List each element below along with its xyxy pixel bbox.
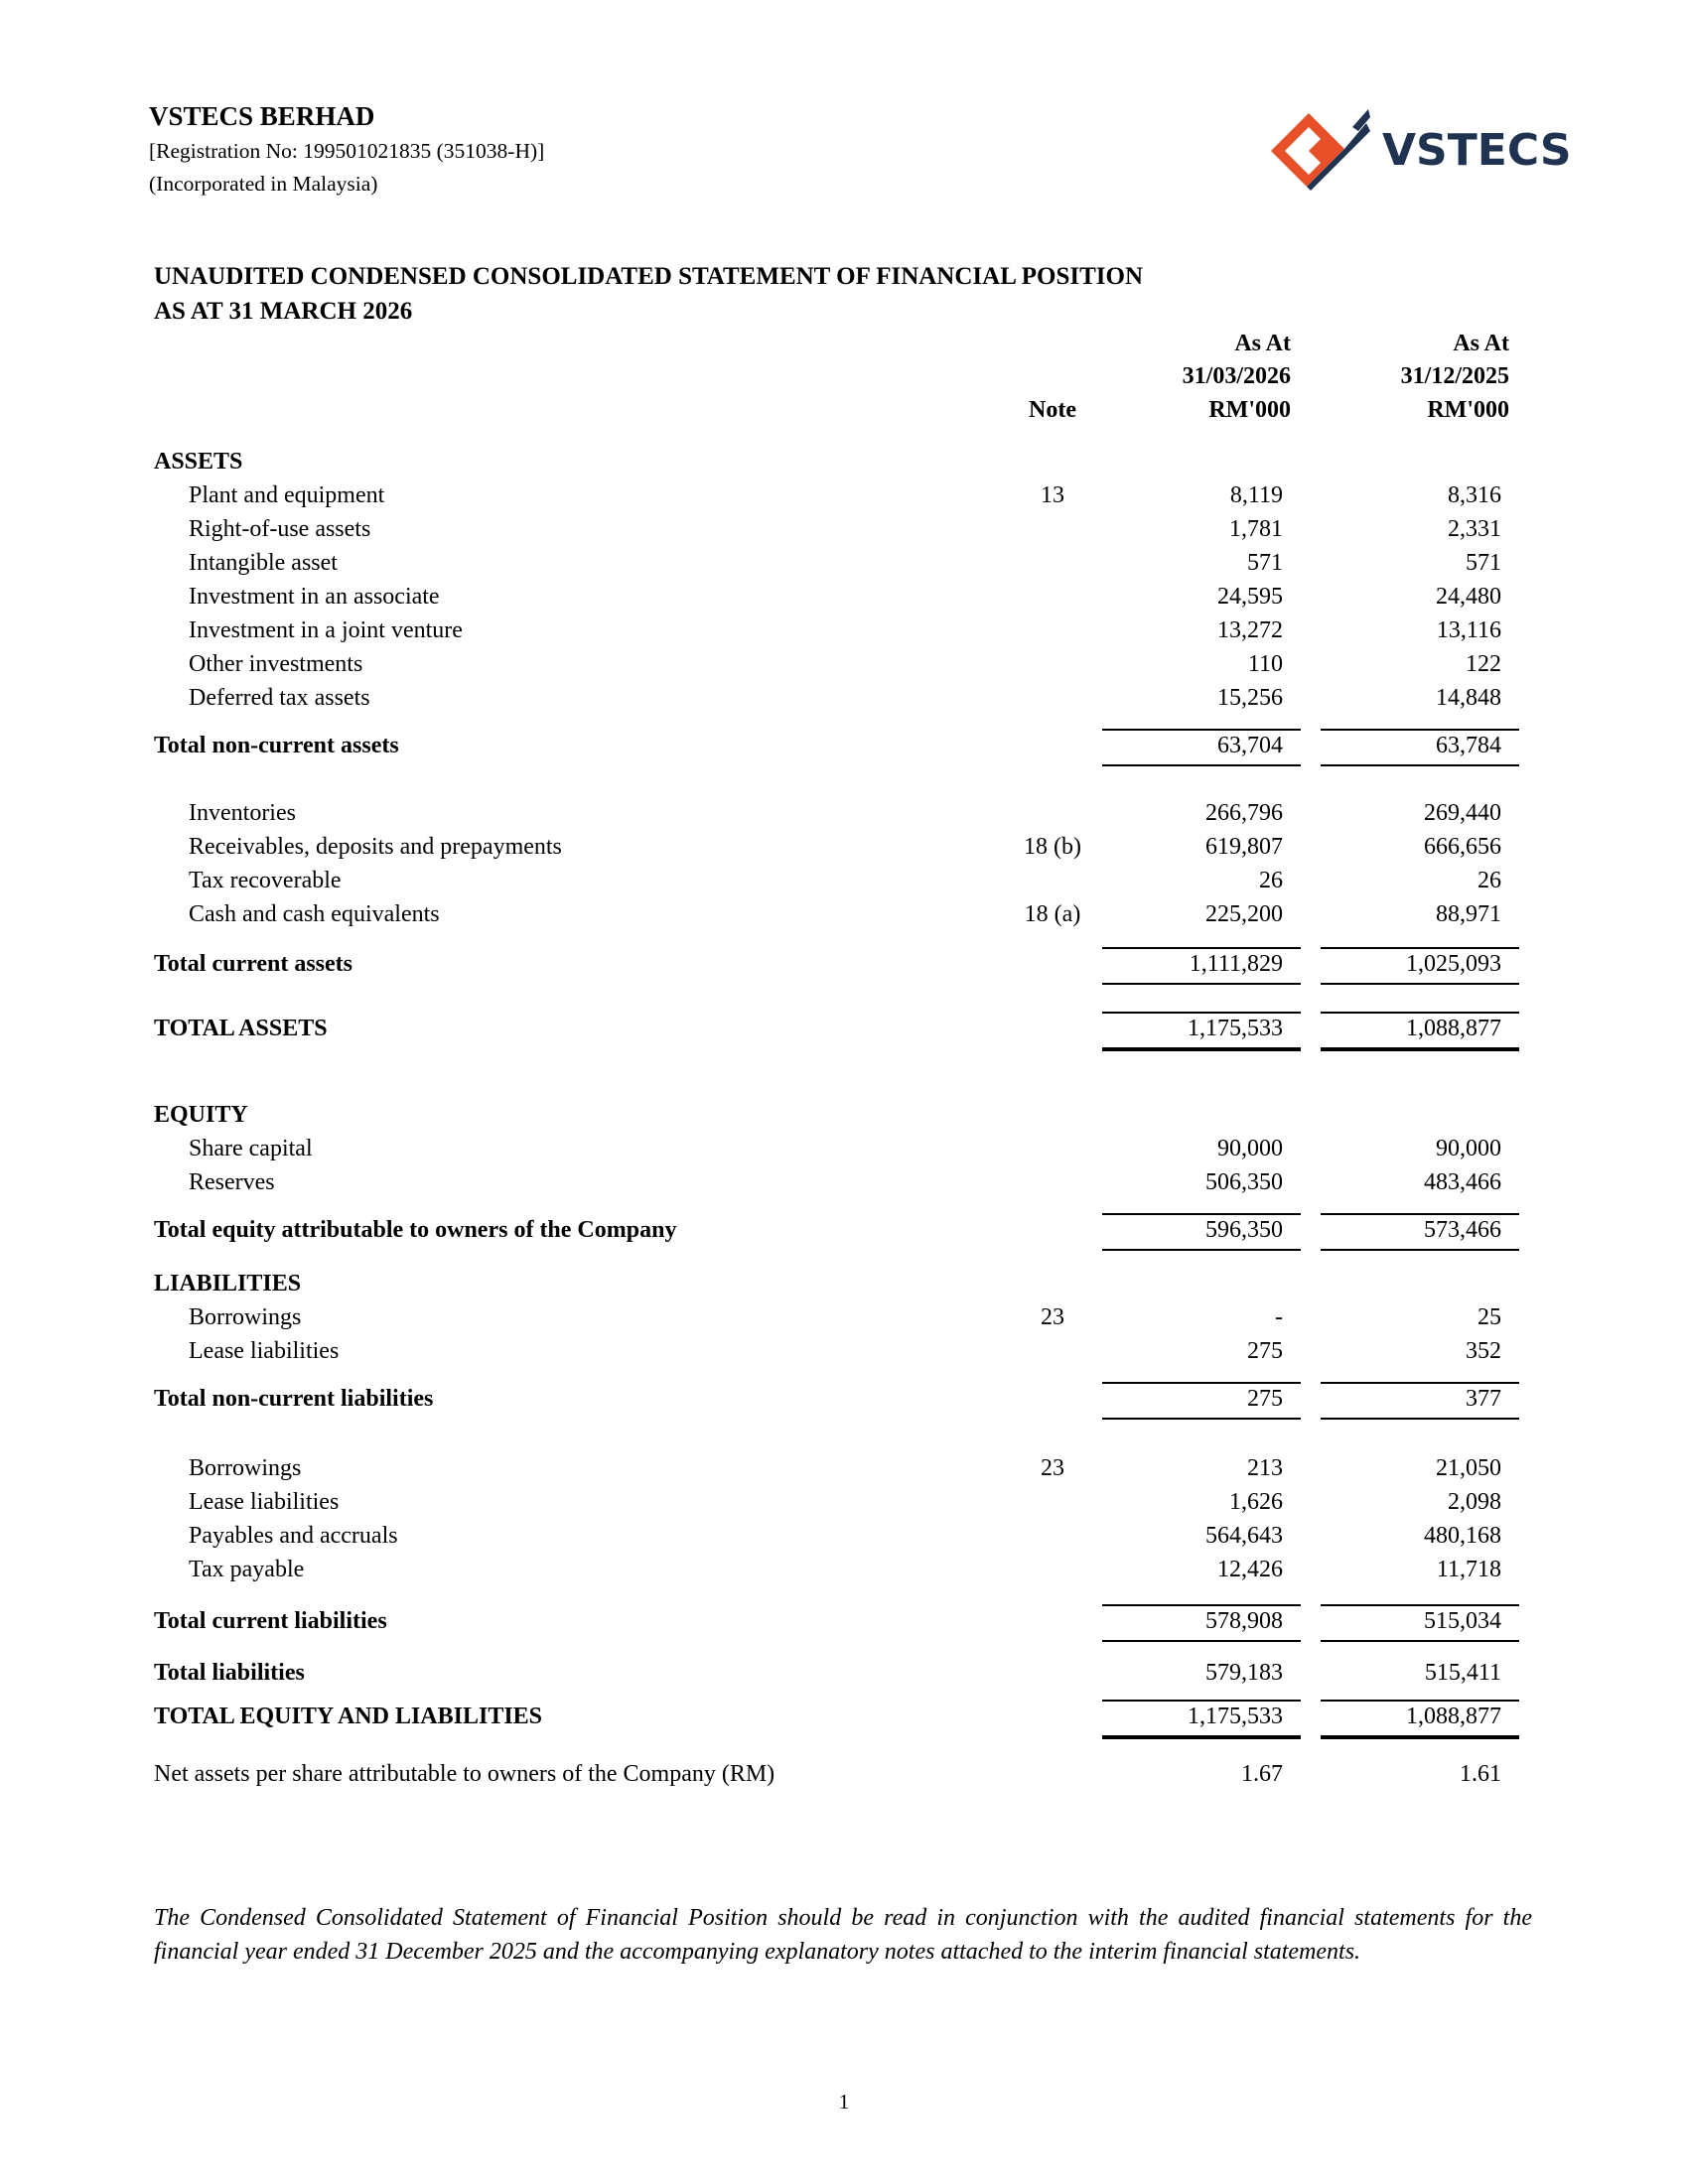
col2-header-unit: RM'000 (1427, 397, 1509, 423)
table-row (0, 617, 1688, 651)
subtotal-rule (1102, 1213, 1301, 1215)
col2-header-date: 31/12/2025 (1400, 363, 1509, 389)
row-label: Lease liabilities (189, 1338, 340, 1364)
row-value-2026: 15,256 (1217, 685, 1283, 711)
total-double-rule (1102, 1735, 1301, 1739)
row-value-2026: 579,183 (1205, 1660, 1283, 1686)
section-heading-liabilities (0, 1271, 1688, 1304)
subtotal-rule (1321, 1640, 1519, 1642)
subtotal-rule (1321, 983, 1519, 985)
row-value-2025: 1.61 (1460, 1761, 1501, 1787)
registration-number: [Registration No: 199501021835 (351038-H)] (149, 139, 545, 163)
row-value-2025: 269,440 (1424, 800, 1501, 826)
row-value-2026: 13,272 (1217, 617, 1283, 643)
net-assets-per-share-row (0, 1761, 1688, 1795)
table-row (0, 482, 1688, 516)
row-value-2025: 573,466 (1424, 1217, 1501, 1243)
row-note: 23 (1041, 1455, 1064, 1481)
row-label: TOTAL EQUITY AND LIABILITIES (154, 1704, 543, 1729)
table-row (0, 685, 1688, 719)
row-value-2025: 8,316 (1448, 482, 1501, 508)
subtotal-row (0, 1217, 1688, 1251)
row-value-2026: 90,000 (1217, 1136, 1283, 1161)
row-value-2026: 225,200 (1205, 901, 1283, 927)
row-value-2025: 1,025,093 (1406, 951, 1501, 977)
col2-header-asat: As At (1453, 331, 1509, 356)
table-row (0, 1557, 1688, 1590)
table-row (0, 516, 1688, 550)
row-value-2026: 506,350 (1205, 1169, 1283, 1195)
row-value-2026: 1,781 (1229, 516, 1283, 542)
row-label: Tax payable (189, 1557, 305, 1582)
table-row (0, 800, 1688, 834)
subtotal-rule (1102, 764, 1301, 766)
row-label: TOTAL ASSETS (154, 1016, 328, 1041)
row-value-2026: 8,119 (1229, 482, 1283, 508)
row-value-2025: 483,466 (1424, 1169, 1501, 1195)
total-double-rule (1102, 1047, 1301, 1051)
statement-title: UNAUDITED CONDENSED CONSOLIDATED STATEMENT OF FINANCIAL POSITION (154, 263, 1143, 290)
row-value-2026: 1,175,533 (1188, 1704, 1283, 1729)
table-row (0, 1338, 1688, 1372)
table-row (0, 1304, 1688, 1338)
row-label: Payables and accruals (189, 1523, 398, 1549)
table-row (0, 584, 1688, 617)
row-value-2026: 26 (1259, 868, 1283, 893)
subtotal-row (0, 1386, 1688, 1420)
row-value-2026: 24,595 (1217, 584, 1283, 610)
subtotal-rule (1321, 1604, 1519, 1606)
row-value-2026: 12,426 (1217, 1557, 1283, 1582)
row-value-2026: 596,350 (1205, 1217, 1283, 1243)
footnote: The Condensed Consolidated Statement of Financial Position should be read in conjunction with the audited financial statements for the financial year ended 31 December 2025 and the accompanying explanatory notes attached to the interim financial statements. (154, 1905, 1532, 1965)
row-note: 23 (1041, 1304, 1064, 1330)
row-value-2026: 213 (1247, 1455, 1283, 1481)
row-value-2025: 352 (1466, 1338, 1501, 1364)
subtotal-rule (1321, 1249, 1519, 1251)
row-value-2026: 266,796 (1205, 800, 1283, 826)
row-label: Total non-current liabilities (154, 1386, 434, 1412)
row-label: Investment in an associate (189, 584, 440, 610)
row-note: 18 (b) (1024, 834, 1081, 860)
row-label: Right-of-use assets (189, 516, 371, 542)
table-row (0, 1489, 1688, 1523)
row-value-2025: 122 (1466, 651, 1501, 677)
row-label: Other investments (189, 651, 363, 677)
row-label: Total current liabilities (154, 1608, 387, 1634)
subtotal-rule (1102, 729, 1301, 731)
row-value-2025: 26 (1477, 868, 1501, 893)
row-value-2025: 11,718 (1436, 1557, 1501, 1582)
total-double-rule (1321, 1735, 1519, 1739)
subtotal-rule (1321, 1213, 1519, 1215)
section-heading-equity (0, 1102, 1688, 1136)
subtotal-rule (1321, 729, 1519, 731)
row-label: LIABILITIES (154, 1271, 302, 1297)
row-label: Total liabilities (154, 1660, 305, 1686)
row-value-2025: 480,168 (1424, 1523, 1501, 1549)
table-row (0, 651, 1688, 685)
subtotal-rule (1321, 1418, 1519, 1420)
col1-header-asat: As At (1234, 331, 1291, 356)
row-value-2026: 1,175,533 (1188, 1016, 1283, 1041)
row-value-2025: 63,784 (1436, 733, 1501, 758)
subtotal-rule (1102, 1604, 1301, 1606)
table-row (0, 1523, 1688, 1557)
row-label: Lease liabilities (189, 1489, 340, 1515)
subtotal-row (0, 733, 1688, 766)
logo-wordmark: VSTECS (1382, 125, 1569, 176)
row-value-2026: 110 (1247, 651, 1283, 677)
subtotal-rule (1102, 1382, 1301, 1384)
total-rule (1321, 1012, 1519, 1014)
row-label: Total current assets (154, 951, 352, 977)
total-row (0, 1016, 1688, 1049)
subtotal-row (0, 1660, 1688, 1694)
row-value-2025: 21,050 (1436, 1455, 1501, 1481)
subtotal-rule (1321, 764, 1519, 766)
total-rule (1102, 1012, 1301, 1014)
total-double-rule (1321, 1047, 1519, 1051)
row-value-2026: 275 (1247, 1386, 1283, 1412)
row-value-2025: 515,411 (1424, 1660, 1501, 1686)
subtotal-rule (1102, 947, 1301, 949)
row-note: 18 (a) (1024, 901, 1081, 927)
row-value-2026: 1,111,829 (1189, 951, 1283, 977)
row-label: Deferred tax assets (189, 685, 370, 711)
table-row (0, 901, 1688, 935)
row-value-2026: 1.67 (1241, 1761, 1283, 1787)
subtotal-rule (1102, 1640, 1301, 1642)
row-label: Cash and cash equivalents (189, 901, 440, 927)
table-row (0, 1169, 1688, 1203)
row-value-2026: 1,626 (1229, 1489, 1283, 1515)
total-rule (1102, 1700, 1301, 1702)
subtotal-rule (1102, 1418, 1301, 1420)
subtotal-rule (1321, 947, 1519, 949)
subtotal-rule (1102, 983, 1301, 985)
row-value-2026: - (1275, 1304, 1283, 1330)
row-value-2025: 1,088,877 (1406, 1704, 1501, 1729)
row-value-2025: 88,971 (1436, 901, 1501, 927)
row-label: ASSETS (154, 449, 243, 475)
row-value-2026: 564,643 (1205, 1523, 1283, 1549)
incorporation-note: (Incorporated in Malaysia) (149, 172, 378, 196)
row-value-2025: 1,088,877 (1406, 1016, 1501, 1041)
row-label: Total non-current assets (154, 733, 399, 758)
row-label: Share capital (189, 1136, 313, 1161)
row-value-2025: 24,480 (1436, 584, 1501, 610)
row-label: Total equity attributable to owners of the Company (154, 1217, 677, 1243)
row-note: 13 (1041, 482, 1064, 508)
section-heading-assets (0, 449, 1688, 482)
table-row (0, 868, 1688, 901)
row-label: Investment in a joint venture (189, 617, 463, 643)
row-value-2025: 25 (1477, 1304, 1501, 1330)
row-value-2025: 666,656 (1424, 834, 1501, 860)
row-label: Net assets per share attributable to owners of the Company (RM) (154, 1761, 775, 1787)
company-logo (1271, 101, 1569, 191)
row-value-2025: 2,331 (1448, 516, 1501, 542)
subtotal-row (0, 1608, 1688, 1642)
row-value-2026: 571 (1247, 550, 1283, 576)
row-value-2026: 275 (1247, 1338, 1283, 1364)
row-value-2025: 377 (1466, 1386, 1501, 1412)
row-label: Plant and equipment (189, 482, 385, 508)
vstecs-logo-icon (1271, 101, 1569, 191)
row-value-2026: 63,704 (1217, 733, 1283, 758)
note-column-header: Note (1029, 397, 1076, 423)
page-number: 1 (838, 2090, 850, 2114)
row-label: EQUITY (154, 1102, 248, 1128)
row-value-2026: 619,807 (1205, 834, 1283, 860)
row-label: Intangible asset (189, 550, 338, 576)
row-value-2025: 2,098 (1448, 1489, 1501, 1515)
col1-header-unit: RM'000 (1208, 397, 1291, 423)
subtotal-rule (1102, 1249, 1301, 1251)
row-value-2025: 571 (1466, 550, 1501, 576)
row-value-2026: 578,908 (1205, 1608, 1283, 1634)
row-value-2025: 515,034 (1424, 1608, 1501, 1634)
table-row (0, 1455, 1688, 1489)
row-label: Reserves (189, 1169, 275, 1195)
table-row (0, 1136, 1688, 1169)
row-value-2025: 90,000 (1436, 1136, 1501, 1161)
total-rule (1321, 1700, 1519, 1702)
row-label: Receivables, deposits and prepayments (189, 834, 562, 860)
row-label: Borrowings (189, 1304, 302, 1330)
row-label: Inventories (189, 800, 296, 826)
total-row (0, 1704, 1688, 1737)
row-value-2025: 13,116 (1436, 617, 1501, 643)
subtotal-row (0, 951, 1688, 985)
table-row (0, 834, 1688, 868)
row-label: Tax recoverable (189, 868, 342, 893)
col1-header-date: 31/03/2026 (1182, 363, 1291, 389)
statement-date: AS AT 31 MARCH 2026 (154, 298, 413, 325)
company-name: VSTECS BERHAD (149, 101, 375, 131)
row-value-2025: 14,848 (1436, 685, 1501, 711)
table-row (0, 550, 1688, 584)
row-label: Borrowings (189, 1455, 302, 1481)
subtotal-rule (1321, 1382, 1519, 1384)
